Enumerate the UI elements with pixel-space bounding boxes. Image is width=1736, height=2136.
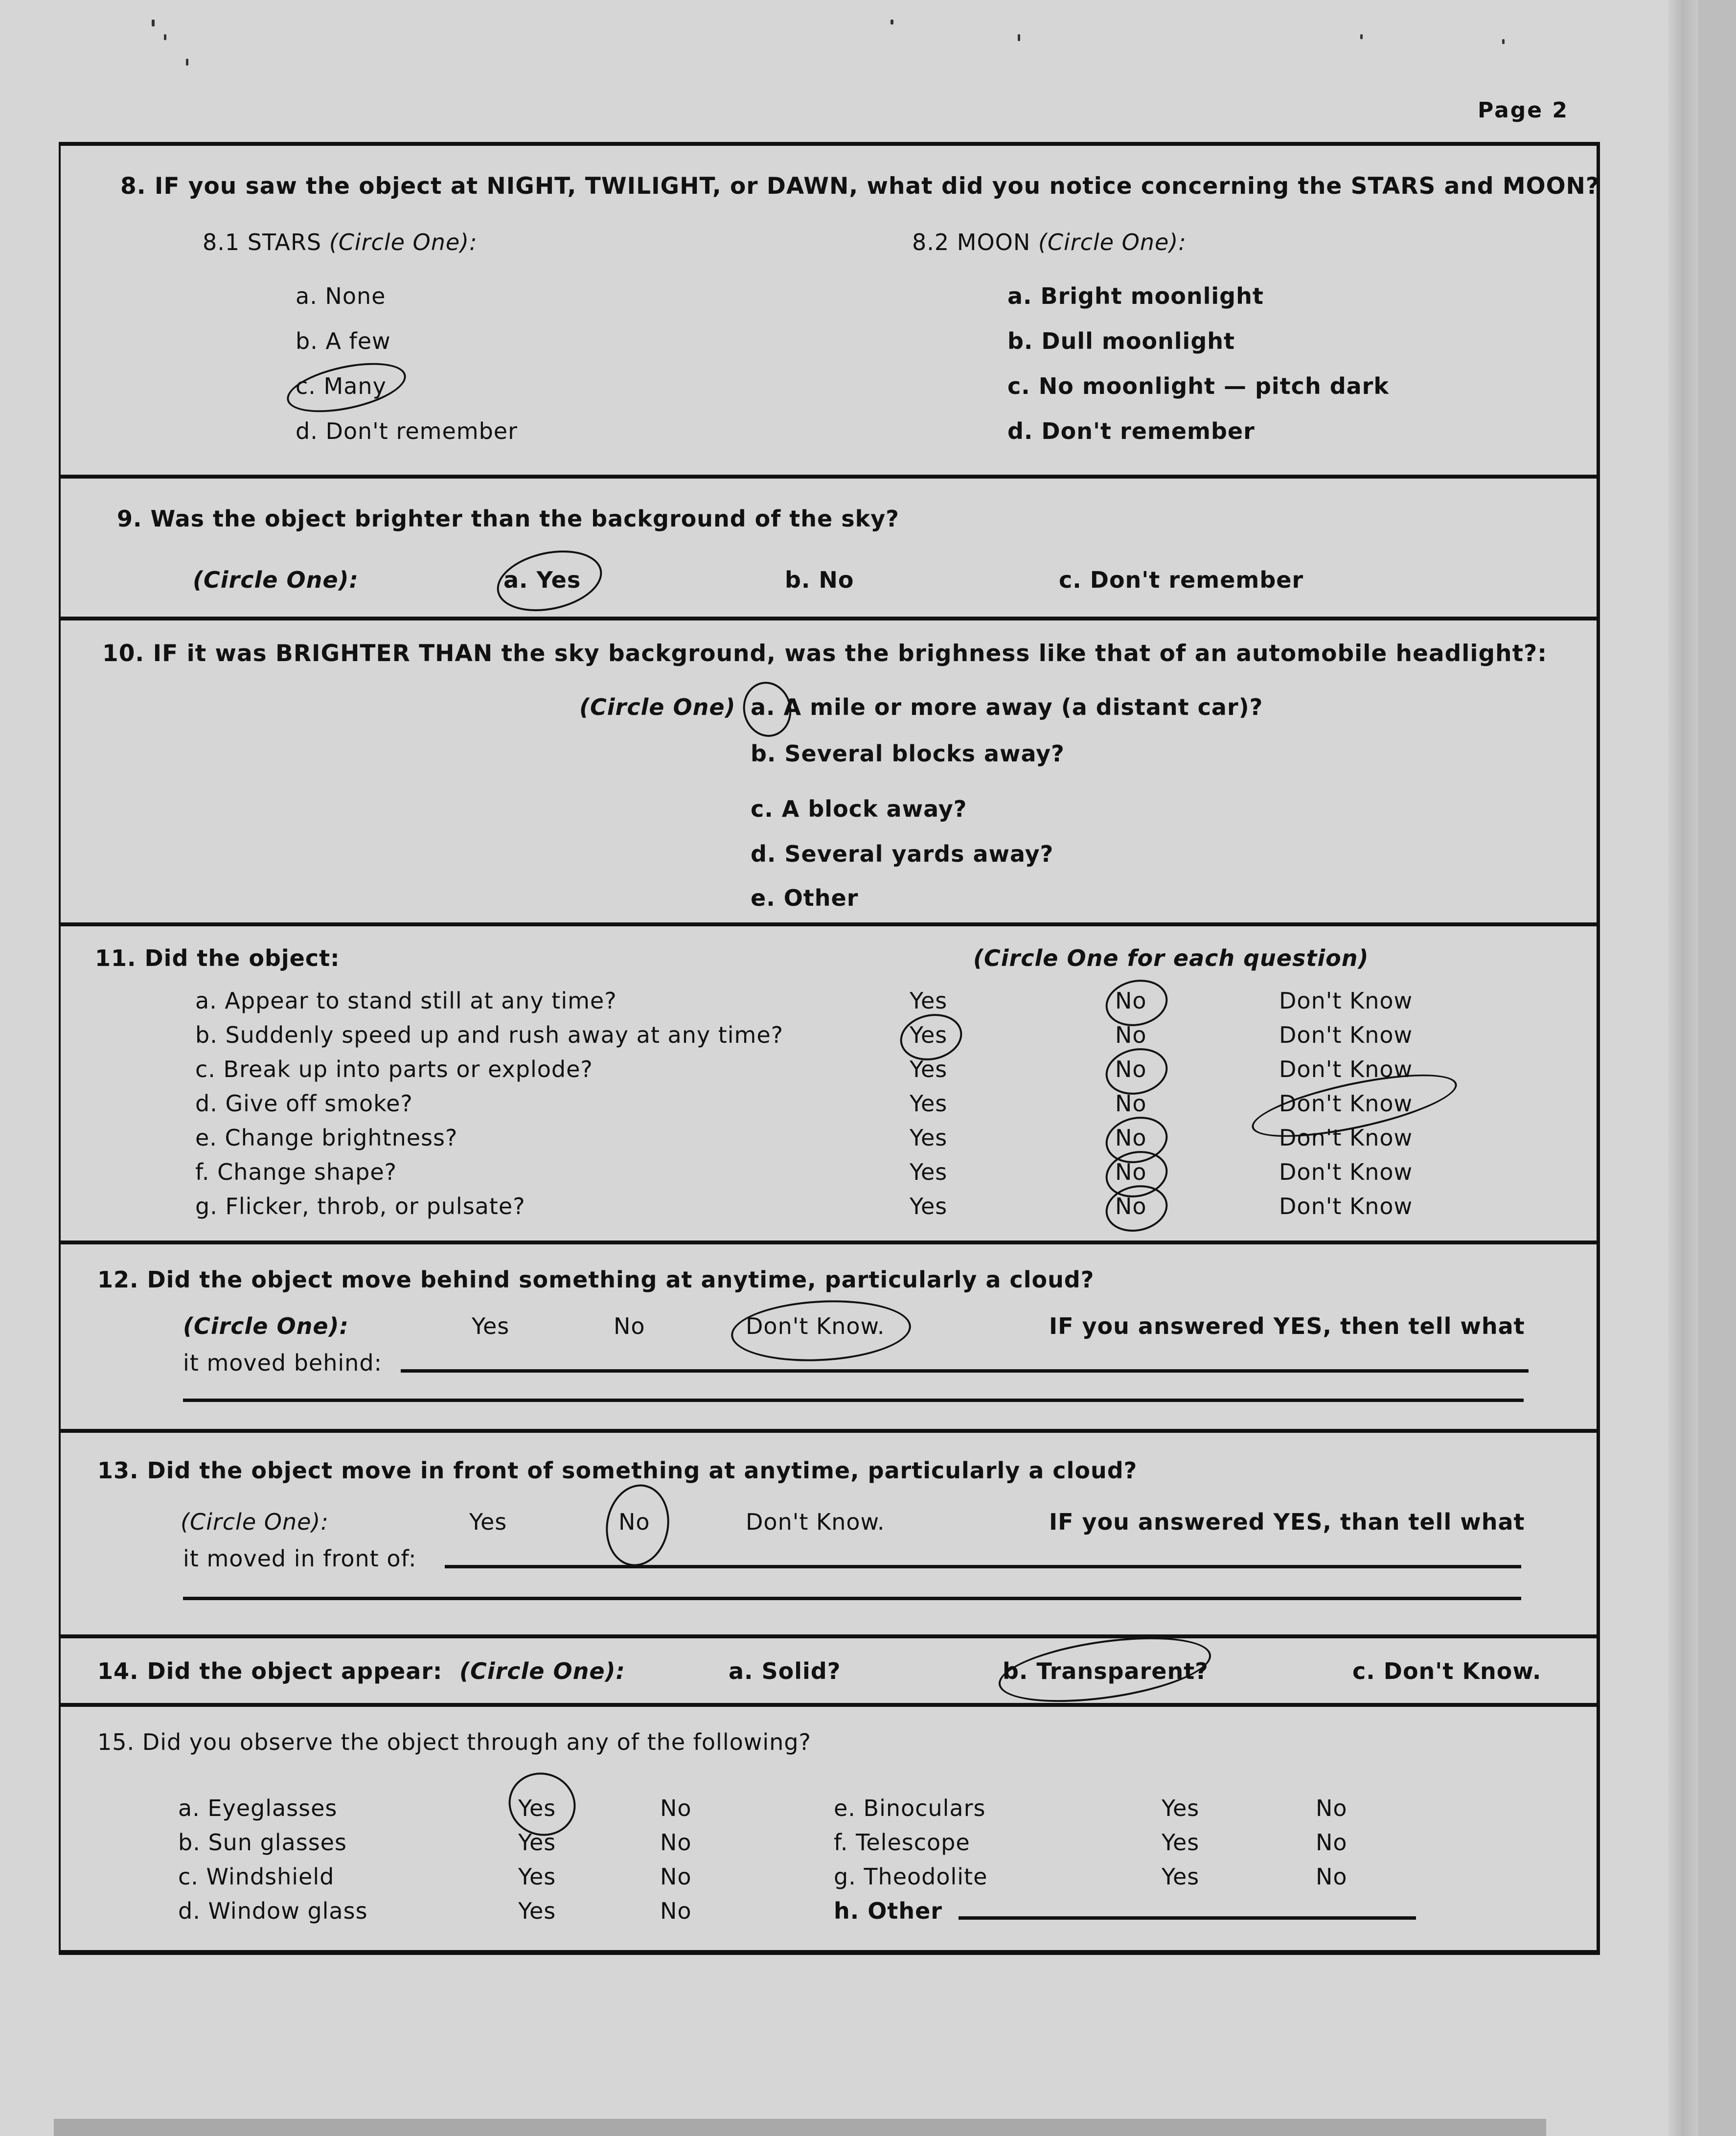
question-10-text: 10. IF it was BRIGHTER THAN the sky background, was the brighness like that of an automobile headlight?: [102,640,1548,667]
scan-speck [1018,34,1020,41]
question-11-choice-don-t-know[interactable]: Don't Know [1279,1193,1413,1219]
question-11-section [61,926,1597,1244]
questionnaire-form [59,142,1600,1955]
question-15-choice-no[interactable]: No [660,1829,692,1856]
question-13-option-no[interactable]: No [618,1509,650,1535]
question-13-instruction: (Circle One): [181,1509,329,1535]
question-14-section [61,1638,1597,1707]
question-11-choice-don-t-know[interactable]: Don't Know [1279,1022,1413,1048]
question-14-instruction: (Circle One): [459,1658,625,1684]
question-15-choice-no[interactable]: No [1316,1829,1348,1856]
question-15-item-label: f. Telescope [834,1829,970,1856]
question-11-choice-no[interactable]: No [1115,1090,1147,1117]
question-13-followup: IF you answered YES, than tell what [1049,1509,1525,1535]
stars-option-c[interactable]: c. Many [296,373,387,399]
question-9-text: 9. Was the object brighter than the background of the sky? [117,505,899,532]
question-15-item-label: b. Sun glasses [178,1829,347,1856]
question-11-choice-yes[interactable]: Yes [910,1056,948,1082]
question-15-choice-no[interactable]: No [660,1898,692,1924]
scanner-margin [1698,0,1736,2136]
question-15-choice-yes[interactable]: Yes [518,1898,556,1924]
moon-option-d[interactable]: d. Don't remember [1007,418,1255,444]
question-10-option-c[interactable]: c. A block away? [751,796,967,822]
question-12-text: 12. Did the object move behind something at anytime, particularly a cloud? [97,1266,1095,1293]
question-11-choice-yes[interactable]: Yes [910,988,948,1014]
question-15-section [61,1707,1597,1952]
question-15-choice-no[interactable]: No [660,1795,692,1821]
question-15-item-label: a. Eyeglasses [178,1795,338,1821]
question-12-section [61,1244,1597,1433]
question-11-choice-no[interactable]: No [1115,1125,1147,1151]
question-12-followup: IF you answered YES, then tell what [1049,1313,1525,1339]
question-15-choice-no[interactable]: No [1316,1795,1348,1821]
scan-speck [1360,34,1363,39]
stars-heading-label: 8.1 STARS [203,229,322,255]
scan-speck [186,59,188,66]
question-15-choice-yes[interactable]: Yes [518,1795,556,1821]
question-12-answer-line-2[interactable] [183,1399,1524,1402]
question-11-item-label: a. Appear to stand still at any time? [195,988,617,1014]
question-10-option-d[interactable]: d. Several yards away? [751,841,1054,867]
question-15-choice-no[interactable]: No [1316,1863,1348,1890]
question-11-choice-yes[interactable]: Yes [910,1125,948,1151]
moon-option-b[interactable]: b. Dull moonlight [1007,328,1235,354]
stars-instruction: (Circle One): [329,229,478,255]
question-14-text: 14. Did the object appear: [97,1658,443,1684]
question-11-item-label: c. Break up into parts or explode? [195,1056,593,1082]
question-9-option-c[interactable]: c. Don't remember [1059,567,1304,593]
stars-option-a[interactable]: a. None [296,283,386,309]
moon-option-a[interactable]: a. Bright moonlight [1007,283,1264,309]
question-12-option-yes[interactable]: Yes [472,1313,510,1339]
question-14-option-b[interactable]: b. Transparent? [1003,1658,1209,1684]
question-15-item-label: g. Theodolite [834,1863,988,1890]
question-8-section [61,146,1600,479]
question-12-answer-line[interactable] [401,1369,1529,1373]
scan-speck [164,34,166,40]
moon-option-c[interactable]: c. No moonlight — pitch dark [1007,373,1389,399]
stars-heading [203,229,478,255]
question-13-section [61,1433,1597,1638]
question-12-option-no[interactable]: No [614,1313,645,1339]
question-13-followup-label: it moved in front of: [183,1545,417,1572]
question-13-option-dont-know[interactable]: Don't Know. [746,1509,885,1535]
question-11-choice-don-t-know[interactable]: Don't Know [1279,1125,1413,1151]
question-15-choice-no[interactable]: No [660,1863,692,1890]
question-11-choice-no[interactable]: No [1115,988,1147,1014]
question-15-item-label: e. Binoculars [834,1795,986,1821]
question-11-choice-no[interactable]: No [1115,1056,1147,1082]
question-9-instruction: (Circle One): [193,567,359,593]
question-15-other-line[interactable] [959,1916,1416,1920]
question-11-choice-yes[interactable]: Yes [910,1193,948,1219]
question-11-choice-no[interactable]: No [1115,1159,1147,1185]
page-edge-shadow [1668,0,1698,2136]
question-11-choice-don-t-know[interactable]: Don't Know [1279,1056,1413,1082]
question-8-text: 8. IF you saw the object at NIGHT, TWILIGHT, or DAWN, what did you notice concerning the STARS and MOON? [120,173,1600,200]
question-15-choice-yes[interactable]: Yes [518,1863,556,1890]
stars-option-b[interactable]: b. A few [296,328,391,354]
question-15-choice-yes[interactable]: Yes [1162,1795,1200,1821]
scan-speck [152,20,155,26]
question-11-item-label: b. Suddenly speed up and rush away at any time? [195,1022,784,1048]
question-11-instruction: (Circle One for each question) [973,945,1369,971]
question-13-option-yes[interactable]: Yes [469,1509,507,1535]
scan-speck [891,20,893,24]
scan-speck [1502,39,1505,44]
page-number: Page 2 [1478,98,1569,123]
question-9-option-a[interactable]: a. Yes [503,567,581,593]
question-13-text: 13. Did the object move in front of something at anytime, particularly a cloud? [97,1457,1138,1484]
question-12-option-dont-know[interactable]: Don't Know. [746,1313,885,1339]
question-10-option-b[interactable]: b. Several blocks away? [751,740,1065,767]
moon-heading [912,229,1187,255]
question-12-followup-label: it moved behind: [183,1350,383,1376]
moon-instruction: (Circle One): [1038,229,1187,255]
question-15-other-label: h. Other [834,1898,942,1924]
question-10-section [61,620,1597,926]
question-11-choice-yes[interactable]: Yes [910,1022,948,1048]
question-14-option-c[interactable]: c. Don't Know. [1352,1658,1542,1684]
question-15-item-label: c. Windshield [178,1863,335,1890]
question-11-item-label: e. Change brightness? [195,1125,458,1151]
question-11-choice-no[interactable]: No [1115,1022,1147,1048]
question-15-choice-yes[interactable]: Yes [1162,1863,1200,1890]
question-11-choice-yes[interactable]: Yes [910,1159,948,1185]
question-11-item-label: g. Flicker, throb, or pulsate? [195,1193,525,1219]
question-11-choice-no[interactable]: No [1115,1193,1147,1219]
question-9-section [61,479,1597,620]
question-11-choice-yes[interactable]: Yes [910,1090,948,1117]
question-9-option-b[interactable]: b. No [785,567,854,593]
question-15-text: 15. Did you observe the object through any of the following? [97,1729,811,1755]
question-12-instruction: (Circle One): [183,1313,349,1339]
question-14-option-a[interactable]: a. Solid? [729,1658,841,1684]
question-13-answer-line[interactable] [445,1565,1521,1568]
question-11-choice-don-t-know[interactable]: Don't Know [1279,1090,1413,1117]
question-15-choice-yes[interactable]: Yes [518,1829,556,1856]
question-11-text: 11. Did the object: [95,945,340,971]
scanner-margin-bottom [54,2119,1546,2136]
question-10-option-e[interactable]: e. Other [751,885,859,911]
question-10-option-a[interactable]: a. A mile or more away (a distant car)? [751,694,1263,720]
question-15-item-label: d. Window glass [178,1898,368,1924]
question-11-choice-don-t-know[interactable]: Don't Know [1279,988,1413,1014]
question-15-choice-yes[interactable]: Yes [1162,1829,1200,1856]
question-13-answer-line-2[interactable] [183,1597,1521,1600]
moon-heading-label: 8.2 MOON [912,229,1031,255]
question-11-item-label: f. Change shape? [195,1159,397,1185]
question-10-instruction: (Circle One) [579,694,736,720]
question-11-choice-don-t-know[interactable]: Don't Know [1279,1159,1413,1185]
stars-option-d[interactable]: d. Don't remember [296,418,518,444]
question-11-item-label: d. Give off smoke? [195,1090,413,1117]
